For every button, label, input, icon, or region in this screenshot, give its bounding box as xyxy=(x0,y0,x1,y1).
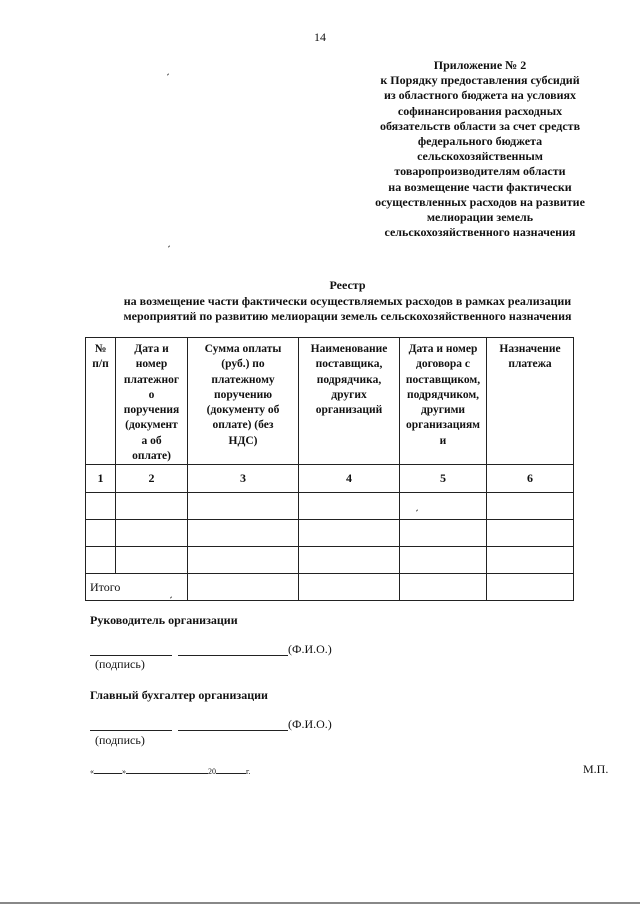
appendix-line: мелиорации земель xyxy=(426,210,534,225)
accountant-signature-line xyxy=(90,730,172,731)
head-signature-title: Руководитель организации xyxy=(90,613,238,627)
accountant-signature-label: (подпись) xyxy=(95,733,145,747)
column-number: 6 xyxy=(487,465,574,493)
register-title: Реестр xyxy=(329,278,366,292)
table-cell xyxy=(116,493,188,520)
column-number-row xyxy=(86,465,574,493)
column-number: 4 xyxy=(299,465,400,493)
table-cell xyxy=(400,520,487,547)
table-cell xyxy=(487,547,574,574)
table-cell xyxy=(86,520,116,547)
table-cell xyxy=(86,547,116,574)
head-fio-label: (Ф.И.О.) xyxy=(288,642,332,656)
table-cell xyxy=(400,493,487,520)
date-day-blank xyxy=(94,765,122,774)
column-number: 5 xyxy=(400,465,487,493)
header-cell-contract: Дата и номер договора с поставщиком, подрядчиком, другими организациям и xyxy=(400,338,487,465)
table-header-row xyxy=(86,338,574,465)
column-number: 2 xyxy=(116,465,188,493)
table-cell xyxy=(188,493,299,520)
table-cell xyxy=(487,520,574,547)
table-cell xyxy=(86,493,116,520)
date-line: « » 20 г. xyxy=(90,767,251,776)
table-cell xyxy=(487,574,574,601)
scan-speck xyxy=(168,245,170,247)
appendix-title: Приложение № 2 xyxy=(433,58,527,72)
table-cell xyxy=(299,574,400,601)
appendix-line: осуществленных расходов на развитие xyxy=(375,194,585,209)
table-cell xyxy=(487,493,574,520)
table-row xyxy=(86,493,574,520)
appendix-line: софинансирования расходных xyxy=(397,103,563,118)
table-cell xyxy=(116,547,188,574)
table-cell xyxy=(400,547,487,574)
date-month-blank xyxy=(126,765,208,774)
appendix-line: сельскохозяйственного назначения xyxy=(384,225,576,240)
header-cell-payment-purpose: Назначение платежа xyxy=(487,338,574,465)
table-cell xyxy=(188,520,299,547)
register-subtitle-line: на возмещение части фактически осуществляемых расходов в рамках реализации xyxy=(123,293,572,308)
table-cell xyxy=(116,520,188,547)
header-cell-payment-order: Дата и номер платежног о поручения (документ а об оплате) xyxy=(116,338,188,465)
table-row xyxy=(86,520,574,547)
table-cell xyxy=(299,493,400,520)
table-cell xyxy=(188,547,299,574)
head-signature-label: (подпись) xyxy=(95,657,145,671)
header-cell-supplier-name: Наименование поставщика, подрядчика, других организаций xyxy=(299,338,400,465)
header-cell-payment-amount: Сумма оплаты (руб.) по платежному поручению (документу об оплате) (без НДС) xyxy=(188,338,299,465)
page-number: 14 xyxy=(314,30,326,44)
register-title-block xyxy=(60,278,635,325)
stamp-label: М.П. xyxy=(583,762,609,776)
accountant-fio-label: (Ф.И.О.) xyxy=(288,717,332,731)
date-year-blank xyxy=(216,765,246,774)
scan-edge xyxy=(0,902,640,904)
column-number: 1 xyxy=(86,465,116,493)
accountant-signature-title: Главный бухгалтер организации xyxy=(90,688,268,702)
appendix-line: обязательств области за счет средств xyxy=(379,118,581,133)
table-row xyxy=(86,547,574,574)
register-subtitle-line: мероприятий по развитию мелиорации земель сельскохозяйственного назначения xyxy=(123,309,572,323)
head-fio-line xyxy=(178,655,288,656)
register-table xyxy=(85,337,574,601)
table-cell xyxy=(299,547,400,574)
head-signature-line xyxy=(90,655,172,656)
appendix-block xyxy=(360,58,600,240)
column-number: 3 xyxy=(188,465,299,493)
appendix-line: к Порядку предоставления субсидий xyxy=(380,73,580,88)
appendix-line: на возмещение части фактически xyxy=(388,179,572,194)
total-label: Итого xyxy=(86,574,188,601)
table-cell xyxy=(299,520,400,547)
header-cell-number: № п/п xyxy=(86,338,116,465)
table-cell xyxy=(188,574,299,601)
appendix-line: товаропроизводителям области xyxy=(394,164,566,179)
appendix-line: сельскохозяйственным xyxy=(417,149,543,164)
scan-speck xyxy=(167,73,169,75)
accountant-fio-line xyxy=(178,730,288,731)
appendix-line: федерального бюджета xyxy=(417,134,543,149)
total-row xyxy=(86,574,574,601)
appendix-line: из областного бюджета на условиях xyxy=(383,88,577,103)
table-cell xyxy=(400,574,487,601)
